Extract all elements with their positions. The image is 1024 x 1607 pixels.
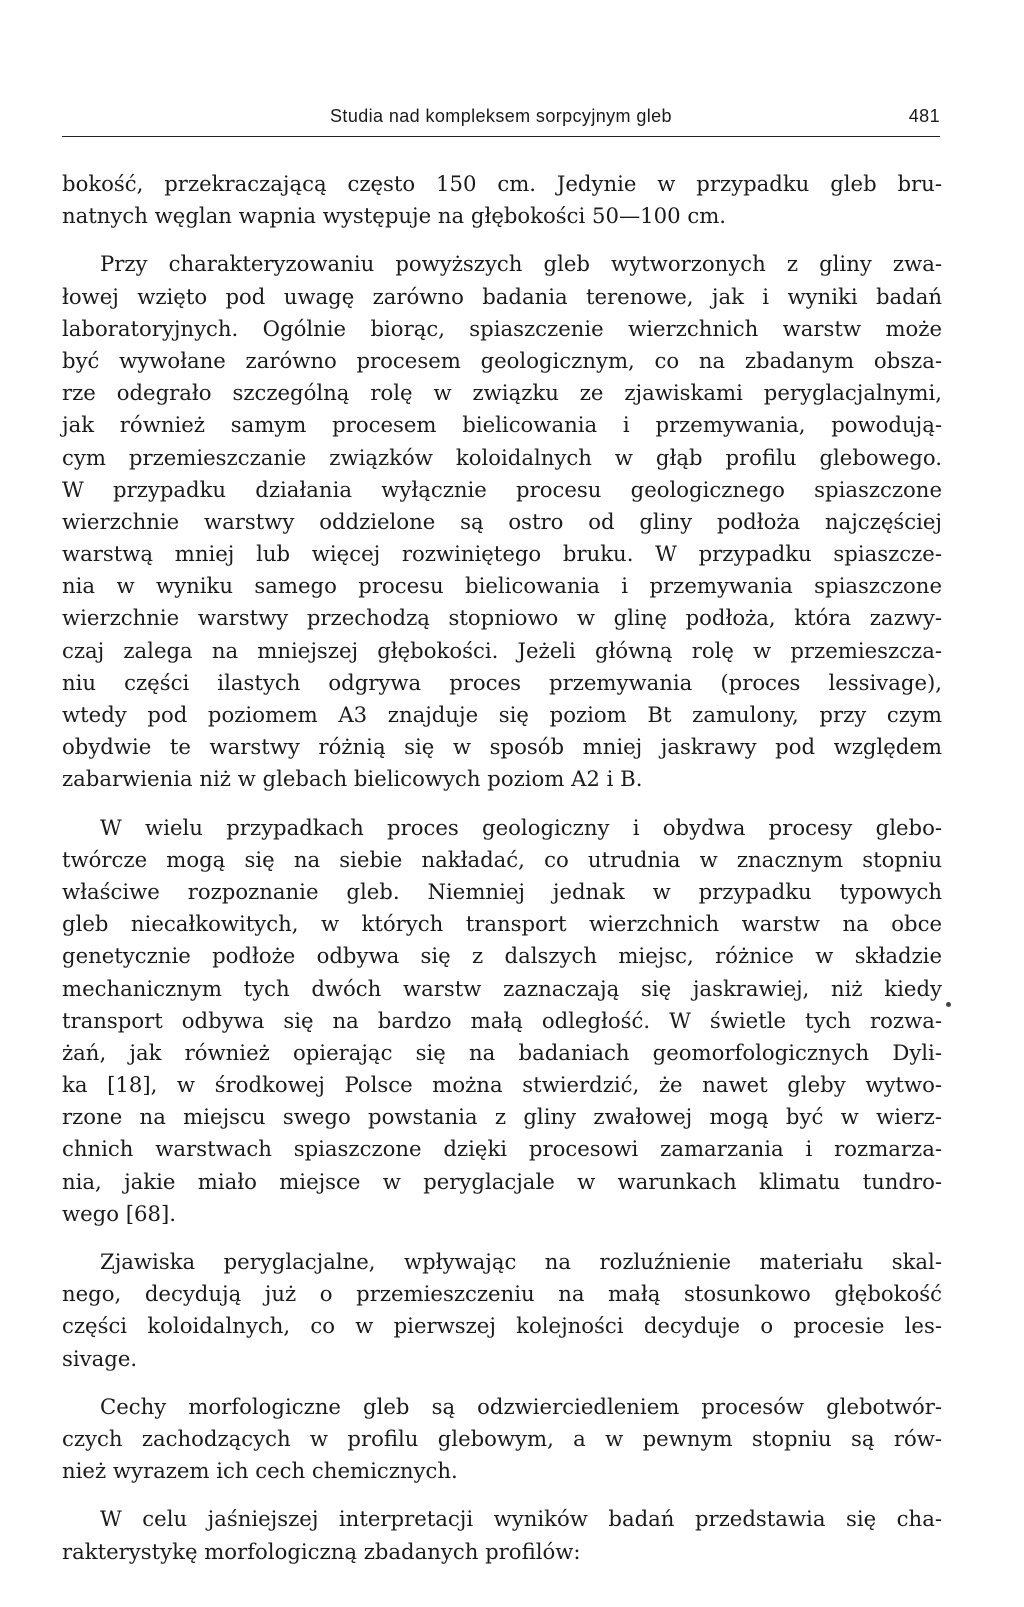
text-line: cym przemieszczanie związków koloidalnych w głąb profilu glebowego. [62, 444, 942, 470]
text-line: W wielu przypadkach proces geologiczny i obydwa procesy glebo- [100, 814, 942, 840]
text-line: jak również samym procesem bielicowania i przemywania, powodują- [62, 412, 942, 438]
text-line: łowej wzięto pod uwagę zarówno badania terenowe, jak i wyniki badań [62, 283, 942, 309]
paragraph-gap [62, 232, 942, 248]
paragraph [62, 1503, 942, 1567]
text-line: W celu jaśniejszej interpretacji wyników badań przedstawia się cha- [100, 1506, 942, 1532]
text-line: sivage. [62, 1345, 138, 1371]
text-line: twórcze mogą się na siebie nakładać, co utrudnia w znacznym stopniu [62, 846, 942, 872]
text-line: transport odbywa się na bardzo małą odległość. W świetle tych rozwa- [62, 1007, 942, 1033]
text-line: zabarwienia niż w glebach bielicowych poziom A2 i B. [62, 766, 643, 792]
text-line: Zjawiska peryglacjalne, wpływając na rozluźnienie materiału skal- [100, 1249, 942, 1274]
text-line: rakterystykę morfologiczną zbadanych profilów: [62, 1538, 581, 1564]
text-line: czaj zalega na mniejszej głębokości. Jeżeli główną rolę w przemieszcza- [62, 637, 942, 663]
text-line: natnych węglan wapnia występuje na głębokości 50—100 cm. [62, 203, 727, 229]
margin-dot [946, 1002, 951, 1007]
text-line: wego [68]. [62, 1200, 176, 1226]
text-line: mechanicznym tych dwóch warstw zaznaczają się jaskrawiej, niż kiedy [62, 975, 942, 1001]
text-line: warstwą mniej lub więcej rozwiniętego bruku. W przypadku spiaszcze- [62, 541, 942, 567]
text-line: ka [18], w środkowej Polsce można stwierdzić, że nawet gleby wytwo- [62, 1072, 942, 1098]
paragraph-gap [62, 1487, 942, 1503]
paragraph-gap [62, 1375, 942, 1391]
text-line: nia w wyniku samego procesu bielicowania i przemywania spiaszczone [62, 573, 942, 599]
text-line: nia, jakie miało miejsce w peryglacjale w warunkach klimatu tundro- [62, 1168, 942, 1194]
text-line: czych zachodzących w profilu glebowym, a w pewnym stopniu są rów- [62, 1425, 942, 1451]
paragraph-gap [62, 1230, 942, 1246]
paragraph [62, 168, 942, 232]
text-line: nego, decydują już o przemieszczeniu na małą stosunkowo głębokość [62, 1281, 942, 1307]
paragraph [62, 812, 942, 1230]
text-line: wierzchnie warstwy oddzielone są ostro od gliny podłoża najczęściej [62, 508, 942, 534]
body-text [62, 168, 942, 1568]
running-head: Studia nad kompleksem sorpcyjnym gleb [330, 106, 672, 126]
text-line: bokość, przekraczającą często 150 cm. Jedynie w przypadku gleb bru- [62, 171, 942, 196]
text-line: gleb niecałkowitych, w których transport wierzchnich warstw na obce [62, 911, 942, 937]
text-line: W przypadku działania wyłącznie procesu geologicznego spiaszczone [62, 476, 942, 502]
page-header [62, 106, 940, 137]
text-line: rze odegrało szczególną rolę w związku ze zjawiskami peryglacjalnymi, [62, 380, 942, 406]
text-line: laboratoryjnych. Ogólnie biorąc, spiaszczenie wierzchnich warstw może [62, 315, 942, 341]
text-line: właściwe rozpoznanie gleb. Niemniej jednak w przypadku typowych [62, 878, 942, 904]
text-line: żań, jak również opierając się na badaniach geomorfologicznych Dyli- [62, 1039, 942, 1065]
text-line: rzone na miejscu swego powstania z gliny zwałowej mogą być w wierz- [62, 1104, 942, 1130]
text-line: obydwie te warstwy różnią się w sposób mniej jaskrawy pod względem [62, 734, 942, 760]
text-line: chnich warstwach spiaszczone dzięki procesowi zamarzania i rozmarza- [62, 1136, 942, 1162]
text-line: nież wyrazem ich cech chemicznych. [62, 1458, 458, 1484]
text-line: niu części ilastych odgrywa proces przemywania (proces lessivage), [62, 669, 942, 695]
text-line: Cechy morfologiczne gleb są odzwierciedleniem procesów glebotwór- [100, 1393, 942, 1419]
text-line: wtedy pod poziomem A3 znajduje się poziom Bt zamulony, przy czym [62, 702, 942, 727]
text-line: genetycznie podłoże odbywa się z dalszych miejsc, różnice w składzie [62, 943, 942, 969]
text-line: wierzchnie warstwy przechodzą stopniowo w glinę podłoża, która zazwy- [62, 605, 942, 631]
page-number: 481 [908, 106, 940, 126]
paragraph [62, 1246, 942, 1375]
text-line: Przy charakteryzowaniu powyższych gleb wytworzonych z gliny zwa- [100, 251, 942, 277]
paragraph [62, 1391, 942, 1488]
paragraph-gap [62, 796, 942, 812]
text-line: części koloidalnych, co w pierwszej kolejności decyduje o procesie les- [62, 1313, 942, 1339]
text-line: być wywołane zarówno procesem geologicznym, co na zbadanym obsza- [62, 347, 942, 373]
paragraph [62, 248, 942, 795]
